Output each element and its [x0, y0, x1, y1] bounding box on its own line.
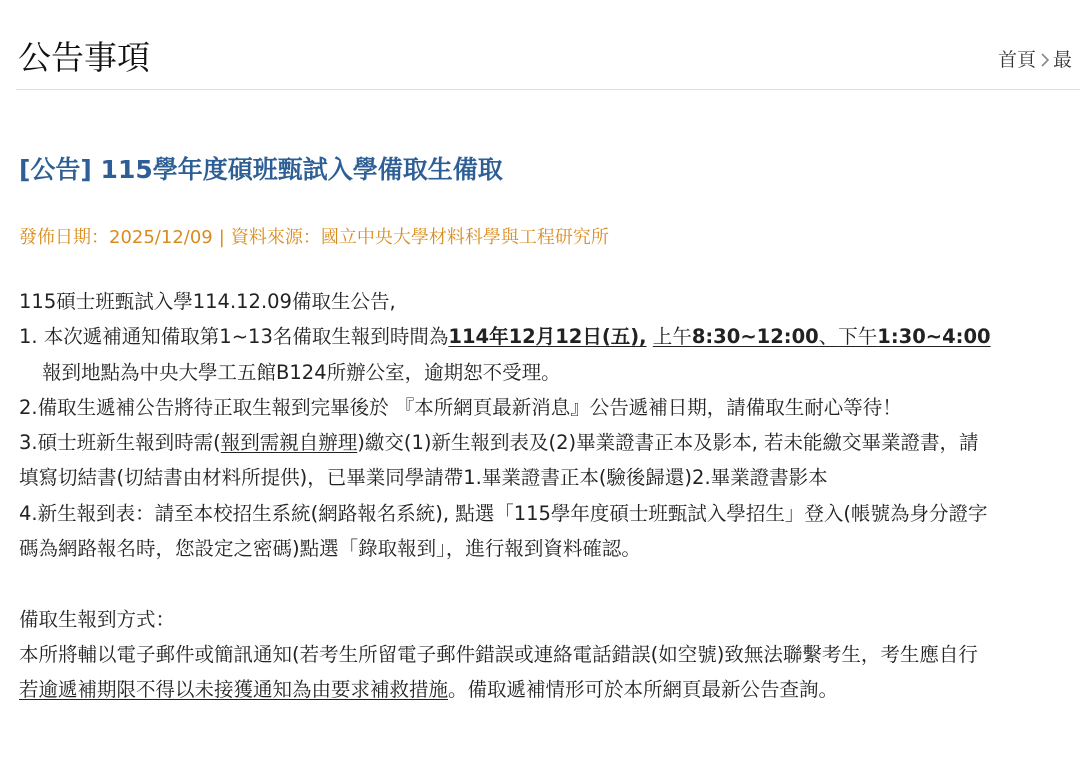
body-item-1	[19, 319, 1080, 354]
item3-emphasis: 報到需親自辦理	[220, 431, 358, 455]
body-item-4: 4.新生報到表：請至本校招生系統(網路報名系統), 點選「115學年度碩士班甄試入學招生」登入(帳號為身分證字	[19, 501, 988, 525]
method-heading: 備取生報到方式：	[19, 607, 176, 631]
page-header	[16, 0, 1080, 90]
chevron-right-icon	[1039, 51, 1051, 69]
item1-date: 114年12月12日(五),	[448, 325, 647, 349]
meta-separator: |	[218, 227, 225, 248]
post-title: [公告] 115學年度碩班甄試入學備取生備取	[19, 155, 503, 184]
blank-line	[19, 566, 1080, 601]
page-title: 公告事項	[18, 38, 150, 77]
source-name: 國立中央大學材料科學與工程研究所	[320, 227, 609, 248]
method-line-2	[19, 672, 1080, 707]
item1-sep: 、	[818, 325, 839, 349]
item1-prefix: 1. 本次遞補通知備取第1~13名備取生報到時間為	[19, 325, 449, 349]
publish-date: 2025/12/09	[109, 227, 213, 248]
method-emphasis: 若逾遞補期限不得以未接獲通知為由要求補救措施	[19, 678, 449, 702]
item3-prefix: 3.碩士班新生報到時需(	[19, 431, 221, 455]
item1-pm: 下午1:30~4:00	[838, 325, 991, 349]
method-line-1: 本所將輔以電子郵件或簡訊通知(若考生所留電子郵件錯誤或連絡電話錯誤(如空號)致無法聯繫考生，考生應自行	[19, 642, 978, 666]
breadcrumb	[998, 46, 1072, 74]
item3-rest: )繳交(1)新生報到表及(2)畢業證書正本及影本, 若未能繳交畢業證書，請	[357, 431, 979, 455]
body-item-4-line2: 碼為網路報名時，您設定之密碼)點選「錄取報到」，進行報到資料確認。	[19, 537, 641, 561]
body-item-3	[19, 425, 1080, 460]
publish-date-label: 發佈日期：	[19, 227, 109, 248]
body-item-2: 2.備取生遞補公告將待正取生報到完畢後於 『本所網頁最新消息』公告遞補日期，請備取生耐心等待！	[19, 395, 902, 419]
breadcrumb-current-link[interactable]: 最	[1053, 49, 1073, 71]
breadcrumb-home-link[interactable]: 首頁	[998, 49, 1037, 71]
body-item-3-line2: 填寫切結書(切結書由材料所提供)，已畢業同學請帶1.畢業證書正本(驗後歸還)2.畢業證書影本	[19, 466, 828, 490]
post-meta	[19, 224, 609, 252]
item1-am-text: 上午8:30~12:00	[652, 325, 819, 349]
body-intro: 115碩士班甄試入學114.12.09備取生公告,	[19, 290, 396, 313]
body-item-1-location: 報到地點為中央大學工五館B124所辦公室，逾期恕不受理。	[42, 360, 561, 384]
source-label: 資料來源：	[230, 227, 321, 248]
method-rest: 。備取遞補情形可於本所網頁最新公告查詢。	[448, 678, 839, 702]
post-body	[19, 284, 1080, 708]
item1-am	[653, 325, 819, 348]
